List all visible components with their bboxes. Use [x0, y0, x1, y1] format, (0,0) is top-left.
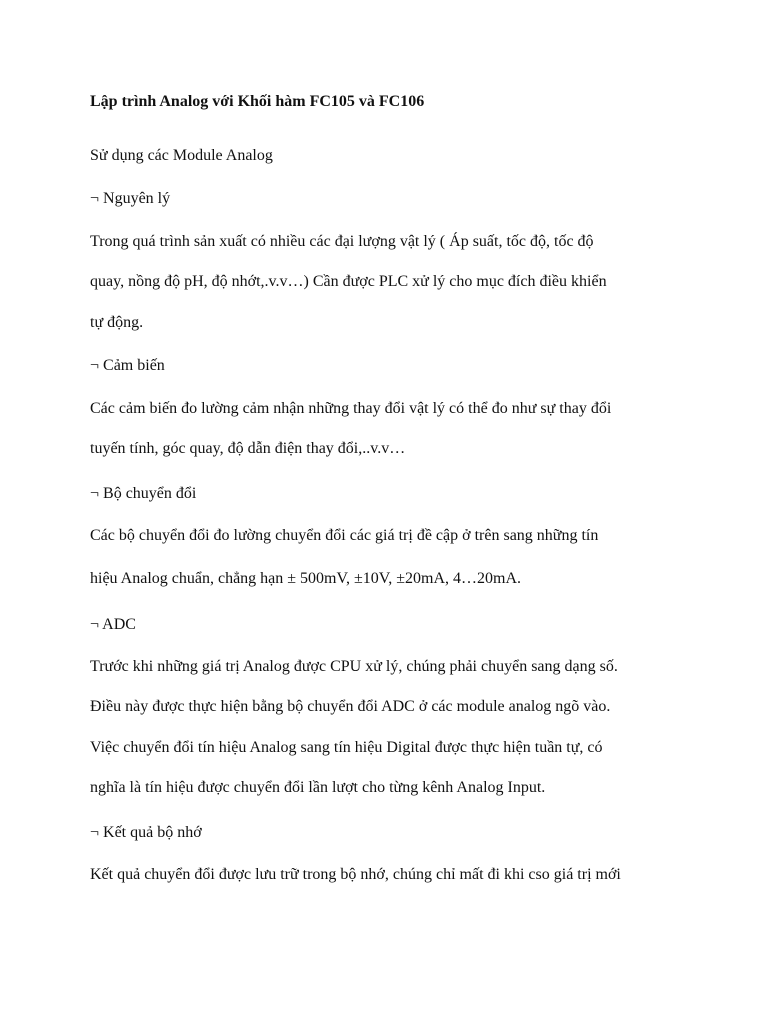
paragraph-line: nghĩa là tín hiệu được chuyển đổi lần lượt cho từng kênh Analog Input. — [90, 779, 546, 796]
section-heading-principle: ¬ Nguyên lý — [90, 190, 171, 207]
paragraph-line: tự động. — [90, 314, 144, 331]
paragraph-line: Trước khi những giá trị Analog được CPU xử lý, chúng phải chuyển sang dạng số. — [90, 658, 618, 675]
paragraph-line: Kết quả chuyển đổi được lưu trữ trong bộ nhớ, chúng chỉ mất đi khi cso giá trị mới — [90, 866, 621, 883]
section-heading-adc: ¬ ADC — [90, 616, 136, 633]
paragraph-line: hiệu Analog chuẩn, chẳng hạn ± 500mV, ±10V, ±20mA, 4…20mA. — [90, 570, 522, 587]
section-heading-memory-result: ¬ Kết quả bộ nhớ — [90, 824, 202, 841]
paragraph-line: Các cảm biến đo lường cảm nhận những thay đổi vật lý có thể đo như sự thay đổi — [90, 400, 612, 417]
section-heading-sensor: ¬ Cảm biến — [90, 357, 165, 374]
paragraph-line: Trong quá trình sản xuất có nhiều các đại lượng vật lý ( Áp suất, tốc độ, tốc độ — [90, 233, 594, 250]
paragraph-line: Điều này được thực hiện bằng bộ chuyển đổi ADC ở các module analog ngõ vào. — [90, 698, 611, 715]
paragraph-line: quay, nồng độ pH, độ nhớt,.v.v…) Cần được PLC xử lý cho mục đích điều khiển — [90, 273, 607, 290]
section-heading-converter: ¬ Bộ chuyển đổi — [90, 485, 197, 502]
document-subtitle: Sử dụng các Module Analog — [90, 147, 273, 164]
document-title: Lập trình Analog với Khối hàm FC105 và FC106 — [90, 93, 425, 110]
paragraph-line: Việc chuyển đổi tín hiệu Analog sang tín hiệu Digital được thực hiện tuần tự, có — [90, 739, 603, 756]
paragraph-line: tuyến tính, góc quay, độ dẫn điện thay đổi,..v.v… — [90, 440, 406, 457]
paragraph-line: Các bộ chuyển đổi đo lường chuyển đổi các giá trị đề cập ở trên sang những tín — [90, 527, 599, 544]
